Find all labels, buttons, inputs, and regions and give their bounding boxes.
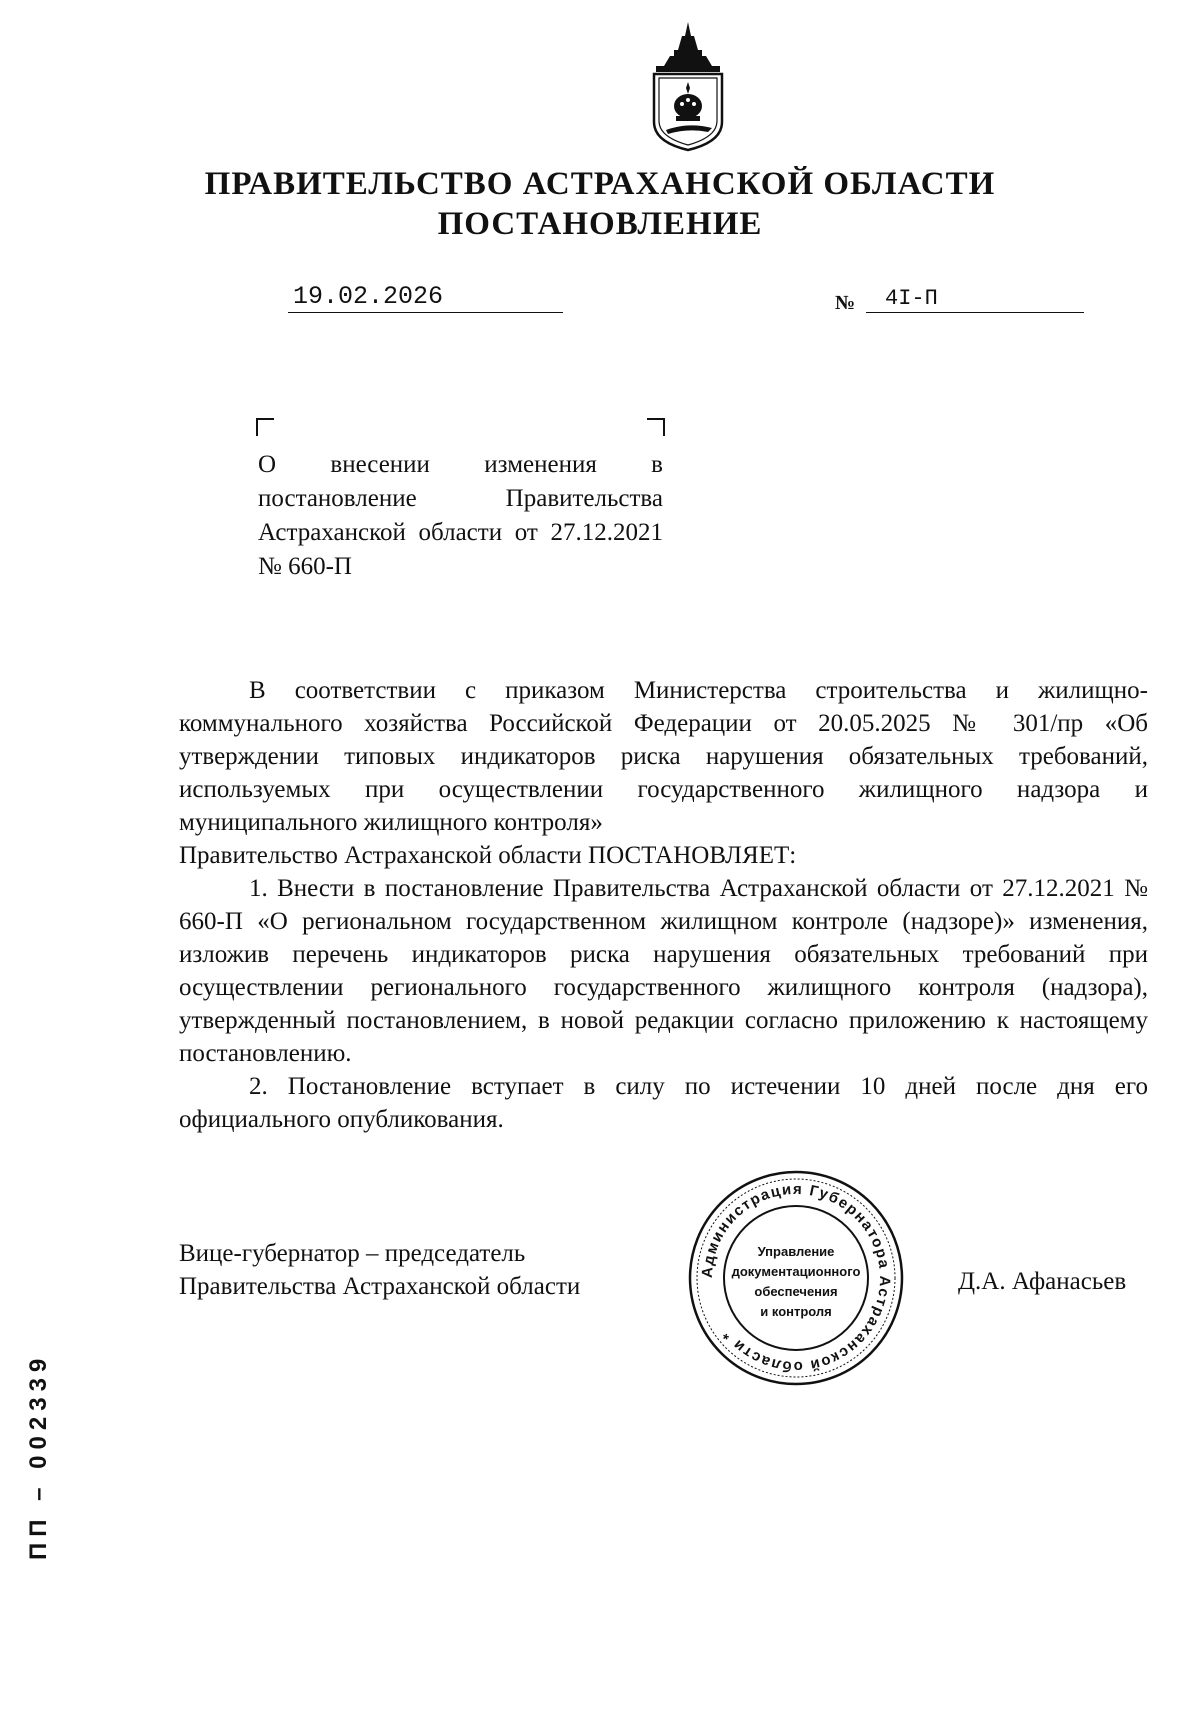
resolves-paragraph: Правительство Астраханской области ПОСТАНОВЛЯЕТ: bbox=[179, 842, 797, 869]
stamp-inner-line2: документационного bbox=[731, 1264, 861, 1279]
document-date: 19.02.2026 bbox=[293, 282, 444, 311]
number-underline bbox=[866, 312, 1084, 313]
signatory-name: Д.А. Афанасьев bbox=[958, 1268, 1127, 1295]
signatory-position-line2: Правительства Астраханской области bbox=[179, 1273, 581, 1300]
signatory-position bbox=[179, 1237, 639, 1303]
document-subject: О внесении изменения в постановление Правительства Астраханской области от 27.12.2021 № 660-П bbox=[258, 451, 663, 580]
preamble-paragraph: В соответствии с приказом Министерства строительства и жилищно-коммунального хозяйства Российской Федерации от 20.05.2025 № 301/пр «Об утверждении типовых индикаторов риска нарушения обязательных требований, используемых при осуществлении государственного жилищного надзора и муниципального жилищного контроля» bbox=[179, 677, 1148, 836]
stamp-inner-line4: и контроля bbox=[760, 1304, 832, 1319]
subject-corner-left bbox=[256, 418, 274, 436]
stamp-inner-line1: Управление bbox=[757, 1244, 835, 1259]
document-type-title: ПОСТАНОВЛЕНИЕ bbox=[437, 206, 763, 242]
document-body bbox=[179, 674, 1148, 1136]
document-issuer-title: ПРАВИТЕЛЬСТВО АСТРАХАНСКОЙ ОБЛАСТИ bbox=[204, 166, 996, 202]
document-number: 4I-П bbox=[885, 286, 938, 311]
stamp-outer-text: Администрация Губернатора Астраханской области * bbox=[698, 1180, 894, 1376]
item-1-paragraph: 1. Внести в постановление Правительства Астраханской области от 27.12.2021 № 660-П «О региональном государственном жилищном контроле (надзоре)» изменения, изложив перечень индикаторов риска нарушения обязательных требований при осуществлении регионального государственного жилищного контроля (надзора), утвержденный постановлением, в новой редакции согласно приложению к настоящему постановлению. bbox=[179, 875, 1148, 1067]
subject-corner-right bbox=[647, 418, 665, 436]
coat-of-arms-emblem bbox=[646, 22, 730, 152]
signatory-position-line1: Вице-губернатор – председатель bbox=[179, 1240, 526, 1267]
number-sign: № bbox=[835, 292, 856, 314]
side-registration-number: ПП – 002339 bbox=[25, 1352, 52, 1560]
stamp-inner-line3: обеспечения bbox=[754, 1284, 838, 1299]
date-underline bbox=[288, 312, 563, 313]
official-stamp bbox=[686, 1168, 906, 1388]
item-2-paragraph: 2. Постановление вступает в силу по истечении 10 дней после дня его официального опубликования. bbox=[179, 1073, 1148, 1133]
